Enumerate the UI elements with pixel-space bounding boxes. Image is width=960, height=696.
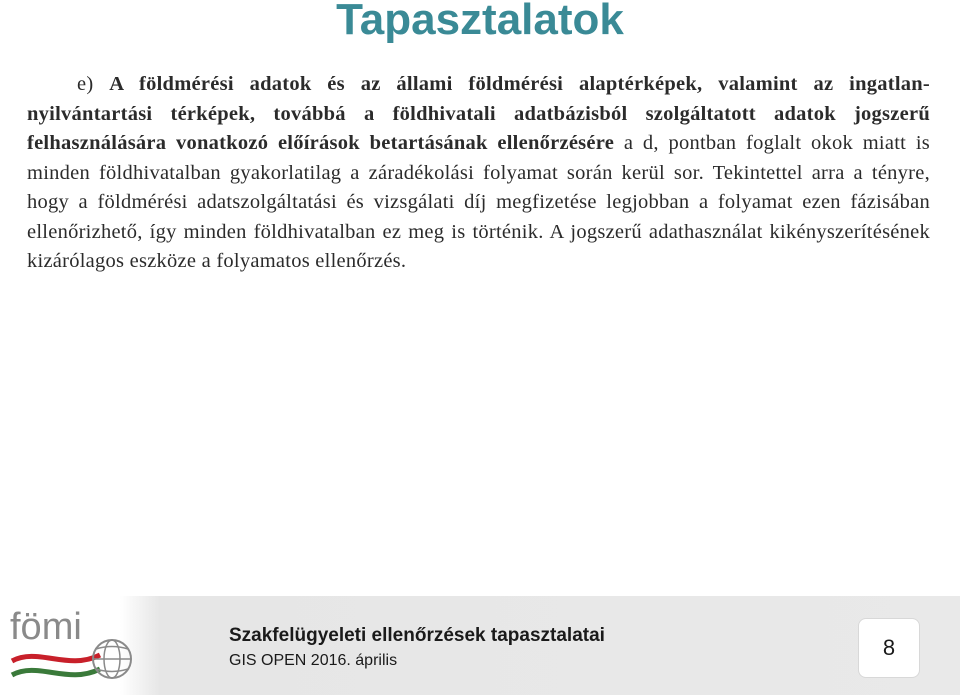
body-paragraph bbox=[27, 70, 930, 277]
footer-subtitle: GIS OPEN 2016. április bbox=[229, 652, 398, 669]
footer-title: Szakfelügyeleti ellenőrzések tapasztalatai bbox=[229, 625, 605, 646]
item-label: e) bbox=[77, 73, 94, 95]
flag-red-stripe bbox=[12, 655, 100, 661]
logo-text: fömi bbox=[10, 606, 82, 648]
globe-icon bbox=[93, 640, 131, 678]
logo-graphic bbox=[8, 599, 136, 691]
fomi-logo bbox=[8, 599, 136, 691]
page-number: 8 bbox=[858, 618, 920, 678]
body-text: a d, pontban foglalt okok miatt is minden földhivatalban gyakorlatilag a záradékolási folyamat során kerül sor. Tekintettel arra a tényre, hogy a földmérési adatszolgáltatási és vizsgálati díj megfizetése legjobban a folyamat ezen fázisában ellenőrizhető, így minden földhivatalban ez meg is történik. A jogszerű adathasználat kikényszerítésének kizárólagos eszköze a folyamatos ellenőrzés. bbox=[27, 132, 930, 272]
flag-green-stripe bbox=[12, 669, 100, 675]
body-bold-text: A földmérési adatok és az állami földmérési alaptérképek, valamint az ingatlan-nyilvántartási térképek, továbbá a földhivatali adatbázisból szolgáltatott adatok jogszerű felhasználására vonatkozó előírások betartásának ellenőrzésére bbox=[27, 73, 931, 154]
slide-title: Tapasztalatok bbox=[336, 0, 624, 44]
flag-white-stripe bbox=[12, 663, 100, 669]
